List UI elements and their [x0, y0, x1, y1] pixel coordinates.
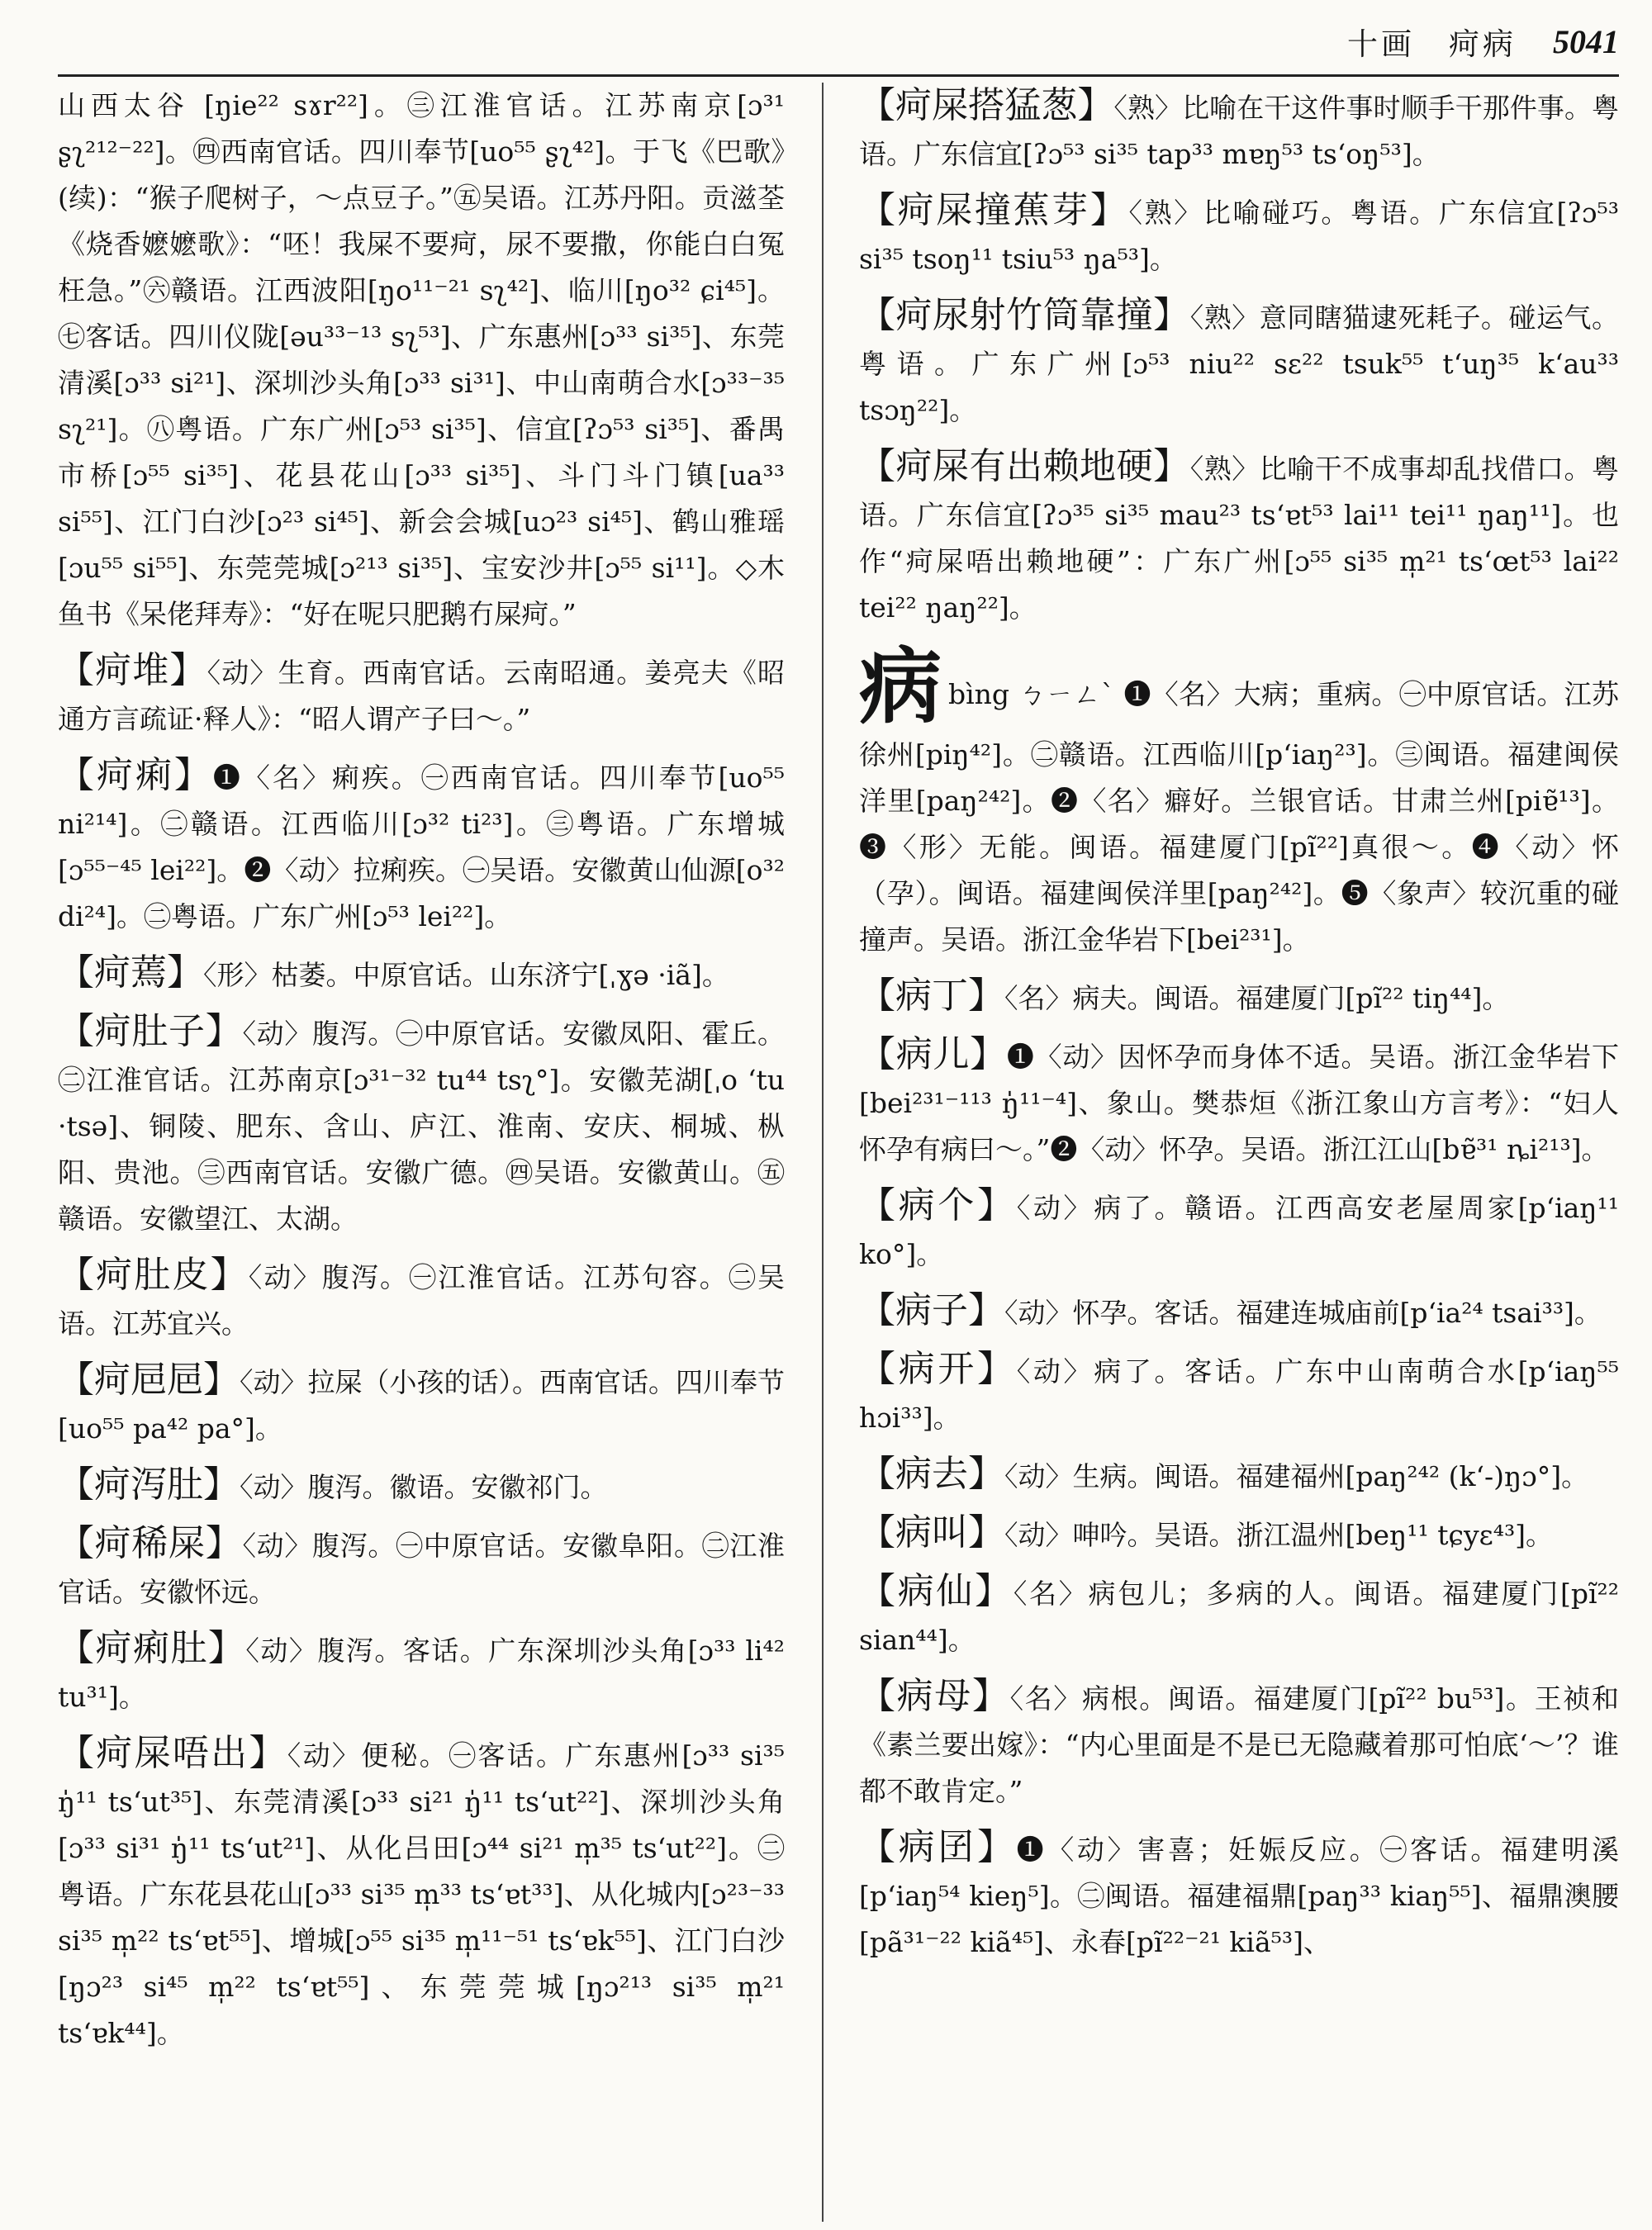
- entry-definition: 〈动〉生育。西南官话。云南昭通。姜亮夫《昭通方言疏证·释人》：“昭人谓产子曰～。”: [58, 657, 785, 735]
- entry-definition: bìng ㄅㄧㄥˋ ❶〈名〉大病；重病。㊀中原官话。江苏徐州[piŋ⁴²]。㊁赣语。江西临川[pʻiaŋ²³]。㊂闽语。福建闽侯洋里[paŋ²⁴²]。❷〈名〉癖好。兰银官话。甘肃兰州[piɐ̃¹³]。❸〈形〉无能。闽语。福建厦门[pĩ²²]真很～。❹〈动〉怀（孕）。闽语。福建闽侯洋里[paŋ²⁴²]。❺〈象声〉较沉重的碰撞声。吴语。浙江金华岩下[bei²³¹]。: [859, 678, 1619, 956]
- dictionary-entry: [58, 1008, 785, 1242]
- entry-definition: 〈动〉腹泻。客话。广东深圳沙头角[ɔ³³ li⁴² tu³¹]。: [58, 1635, 785, 1713]
- dictionary-entry: [58, 648, 785, 743]
- dictionary-entry: [58, 1462, 785, 1511]
- entry-definition: ❶〈动〉害喜；妊娠反应。㊀客话。福建明溪[pʻiaŋ⁵⁴ kieŋ⁵]。㊁闽语。福建福鼎[paŋ³³ kiaŋ⁵⁵]、福鼎澳腰[pã³¹⁻²² kiã⁴⁵]、永春[pĩ²²⁻²¹ kiã⁵³]、: [859, 1834, 1619, 1958]
- entry-definition: 〈动〉怀孕。客话。福建连城庙前[pʻia²⁴ tsai³³]。: [1004, 1297, 1602, 1329]
- entry-definition: 〈动〉病了。赣语。江西高安老屋周家[pʻiaŋ¹¹ ko°]。: [859, 1192, 1619, 1270]
- dictionary-entry: [58, 1357, 785, 1452]
- entry-definition: 〈熟〉意同瞎猫逮死耗子。碰运气。粤语。广东广州[ɔ⁵³ niu²² sɛ²² tsuk⁵⁵ tʻuŋ³⁵ kʻau³³ tsɔŋ²²]。: [859, 301, 1619, 426]
- dictionary-entry: [859, 1346, 1619, 1441]
- entry-headword: 【疴肚皮】: [58, 1254, 249, 1296]
- entry-definition: 〈动〉拉屎（小孩的话）。西南官话。四川奉节[uo⁵⁵ pa⁴² pa°]。: [58, 1366, 785, 1445]
- dictionary-entry: [859, 187, 1619, 282]
- right-column: [859, 83, 1619, 2222]
- entry-definition: 山西太谷 [ŋie²² sɤr²²]。㊂江淮官话。江苏南京[ɔ³¹ ʂʅ²¹²⁻²²]。㊃西南官话。四川奉节[uo⁵⁵ ʂʅ⁴²]。于飞《巴歌》(续)：“猴子爬树子，～点豆子。”㊄吴语。江苏丹阳。贡滋荃《烧香嬷嬷歌》：“呸！我屎不要疴，尿不要撒，你能白白冤枉急。”㊅赣语。江西波阳[ŋo¹¹⁻²¹ sʅ⁴²]、临川[ŋo³² ɕi⁴⁵]。㊆客话。四川仪陇[əu³³⁻¹³ sʅ⁵³]、广东惠州[ɔ³³ si³⁵]、东莞清溪[ɔ³³ si²¹]、深圳沙头角[ɔ³³ si³¹]、中山南萌合水[ɔ³³⁻³⁵ sʅ²¹]。㊇粤语。广东广州[ɔ⁵³ si³⁵]、信宜[ʔɔ⁵³ si³⁵]、番禺市桥[ɔ⁵⁵ si³⁵]、花县花山[ɔ³³ si³⁵]、斗门斗门镇[ua³³ si⁵⁵]、江门白沙[ɔ²³ si⁴⁵]、新会会城[uɔ²³ si⁴⁵]、鹤山雅瑶[ɔu⁵⁵ si⁵⁵]、东莞莞城[ɔ²¹³ si³⁵]、宝安沙井[ɔ⁵⁵ si¹¹]。◇木鱼书《呆佬拜寿》：“好在呢只肥鹅冇屎疴。”: [58, 89, 785, 630]
- entry-headword: 【病仙】: [859, 1570, 1014, 1612]
- entry-headword: 【疴痢】: [58, 754, 213, 796]
- dictionary-entry: [58, 83, 785, 638]
- dictionary-entry: [859, 1824, 1619, 1966]
- entry-definition: 〈动〉便秘。㊀客话。广东惠州[ɔ³³ si³⁵ ŋ̍¹¹ tsʻut³⁵]、东莞清溪[ɔ³³ si²¹ ŋ̍¹¹ tsʻut²²]、深圳沙头角[ɔ³³ si³¹ ŋ̍¹¹ tsʻut²¹]、从化吕田[ɔ⁴⁴ si²¹ m̩³⁵ tsʻut²²]。㊁粤语。广东花县花山[ɔ³³ si³⁵ m̩³³ tsʻɐt³³]、从化城内[ɔ²³⁻³³ si³⁵ m̩²² tsʻɐt⁵⁵]、增城[ɔ⁵⁵ si³⁵ m̩¹¹⁻⁵¹ tsʻɐk⁵⁵]、江门白沙[ŋɔ²³ si⁴⁵ m̩²² tsʻɐt⁵⁵]、东莞莞城[ŋɔ²¹³ si³⁵ m̩²¹ tsʻɐk⁴⁴]。: [58, 1739, 785, 2049]
- entry-headword: 【病开】: [859, 1348, 1017, 1390]
- entry-definition: ❶〈名〉痢疾。㊀西南官话。四川奉节[uo⁵⁵ ni²¹⁴]。㊁赣语。江西临川[ɔ³² ti²³]。㊂粤语。广东增城[ɔ⁵⁵⁻⁴⁵ lei²²]。❷〈动〉拉痢疾。㊀吴语。安徽黄山仙源[o³² di²⁴]。㊁粤语。广东广州[ɔ⁵³ lei²²]。: [58, 762, 785, 932]
- entry-definition: 〈动〉腹泻。㊀中原官话。安徽阜阳。㊁江淮官话。安徽怀远。: [58, 1530, 785, 1608]
- entry-headword: 【病个】: [859, 1184, 1017, 1226]
- entry-definition: 〈熟〉比喻碰巧。粤语。广东信宜[ʔɔ⁵³ si³⁵ tsoŋ¹¹ tsiu⁵³ ŋa⁵³]。: [859, 197, 1619, 275]
- entry-headword: 【疴屎撞蕉芽】: [859, 189, 1129, 231]
- entry-headword: 【疴尿射竹筒靠撞】: [859, 294, 1190, 336]
- dictionary-entry: [859, 1510, 1619, 1559]
- entry-headword: 【疴蔫】: [58, 951, 203, 994]
- dictionary-entry: [859, 444, 1619, 631]
- entry-headword: 【疴㞎㞎】: [58, 1359, 240, 1401]
- entry-headword: 【病叫】: [859, 1511, 1004, 1554]
- dictionary-entry: [859, 1451, 1619, 1500]
- dictionary-entry: [859, 83, 1619, 178]
- dictionary-entry: [859, 1183, 1619, 1278]
- header-title: 十画 疴病: [1347, 26, 1517, 62]
- dictionary-entry: [58, 950, 785, 999]
- entry-headword: 【疴稀屎】: [58, 1522, 243, 1564]
- entry-headword: 【疴堆】: [58, 649, 207, 691]
- header-rule: [58, 74, 1619, 77]
- dictionary-entry: [859, 1288, 1619, 1336]
- entry-definition: 〈熟〉比喻在干这件事时顺手干那件事。粤语。广东信宜[ʔɔ⁵³ si³⁵ tap³³ mɐŋ⁵³ tsʻoŋ⁵³]。: [859, 92, 1619, 170]
- dictionary-entry: [859, 1568, 1619, 1663]
- entry-headword: 【病子】: [859, 1289, 1004, 1331]
- entry-definition: 〈动〉呻吟。吴语。浙江温州[beŋ¹¹ tɕyɛ⁴³]。: [1004, 1519, 1554, 1551]
- entry-definition: 〈名〉病包儿；多病的人。闽语。福建厦门[pĩ²² sian⁴⁴]。: [859, 1578, 1619, 1656]
- entry-definition: 〈动〉病了。客话。广东中山南萌合水[pʻiaŋ⁵⁵ hɔi³³]。: [859, 1355, 1619, 1434]
- entry-headword: 【病母】: [859, 1675, 1010, 1717]
- left-column: [58, 83, 785, 2222]
- dictionary-entry: [859, 1032, 1619, 1173]
- entry-definition: 〈名〉病根。闽语。福建厦门[pĩ²² bu⁵³]。王祯和《素兰要出嫁》：“内心里面是不是已无隐藏着那可怕底‘～’？谁都不敢肯定。”: [859, 1682, 1619, 1807]
- entry-headword: 病: [859, 638, 942, 735]
- entry-definition: 〈动〉腹泻。㊀江淮官话。江苏句容。㊁吴语。江苏宜兴。: [58, 1261, 785, 1340]
- entry-definition: 〈熟〉比喻干不成事却乱找借口。粤语。广东信宜[ʔɔ³⁵ si³⁵ mau²³ tsʻɐt⁵³ lai¹¹ tei¹¹ ŋaŋ¹¹]。也作“疴屎唔出赖地硬”：广东广州[ɔ⁵⁵ si³⁵ m̩²¹ tsʻœt⁵³ lai²² tei²² ŋaŋ²²]。: [859, 453, 1619, 624]
- entry-headword: 【疴屎唔出】: [58, 1732, 287, 1774]
- page-number: 5041: [1553, 22, 1619, 60]
- dictionary-entry: [58, 1730, 785, 2057]
- page-header: [0, 12, 1619, 71]
- entry-headword: 【病囝】: [859, 1826, 1017, 1868]
- entry-headword: 【疴屎搭猛葱】: [859, 84, 1114, 126]
- dictionary-entry: [58, 1625, 785, 1720]
- column-divider: [822, 83, 824, 2222]
- entry-headword: 【疴痢肚】: [58, 1627, 246, 1669]
- entry-headword: 【病儿】: [859, 1033, 1007, 1075]
- entry-definition: 〈名〉病夫。闽语。福建厦门[pĩ²² tiŋ⁴⁴]。: [1004, 982, 1510, 1014]
- entry-definition: 〈动〉腹泻。徽语。安徽祁门。: [240, 1471, 608, 1503]
- entry-definition: 〈形〉枯萎。中原官话。山东济宁[ˌɣə ·iã]。: [203, 959, 729, 991]
- entry-headword: 【疴肚子】: [58, 1010, 243, 1052]
- entry-headword: 【疴屎有出赖地硬】: [859, 445, 1190, 487]
- entry-headword: 【病去】: [859, 1453, 1004, 1495]
- entry-definition: 〈动〉腹泻。㊀中原官话。安徽凤阳、霍丘。㊁江淮官话。江苏南京[ɔ³¹⁻³² tu⁴⁴ tsʅ°]。安徽芜湖[ˌo ʻtu ·tsə]、铜陵、肥东、含山、庐江、淮南、安庆、桐城、枞阳、贵池。㊂西南官话。安徽广德。㊃吴语。安徽黄山。㊄赣语。安徽望江、太湖。: [58, 1018, 785, 1235]
- dictionary-entry: [58, 1521, 785, 1616]
- entry-headword: 【病丁】: [859, 975, 1004, 1017]
- entry-headword: 【疴泻肚】: [58, 1464, 240, 1506]
- dictionary-entry: [58, 1252, 785, 1347]
- entry-definition: ❶〈动〉因怀孕而身体不适。吴语。浙江金华岩下[bei²³¹⁻¹¹³ ŋ̍¹¹⁻⁴]、象山。樊恭烜《浙江象山方言考》：“妇人怀孕有病曰～。”❷〈动〉怀孕。吴语。浙江江山[bɐ̃³¹ ȵi²¹³]。: [859, 1041, 1619, 1165]
- dictionary-entry: [859, 1673, 1619, 1815]
- dictionary-entry: [859, 638, 1619, 963]
- entry-definition: 〈动〉生病。闽语。福建福州[paŋ²⁴² (kʻ-)ŋɔ°]。: [1004, 1460, 1589, 1492]
- dictionary-entry: [58, 752, 785, 940]
- dictionary-entry: [859, 973, 1619, 1022]
- dictionary-entry: [859, 292, 1619, 434]
